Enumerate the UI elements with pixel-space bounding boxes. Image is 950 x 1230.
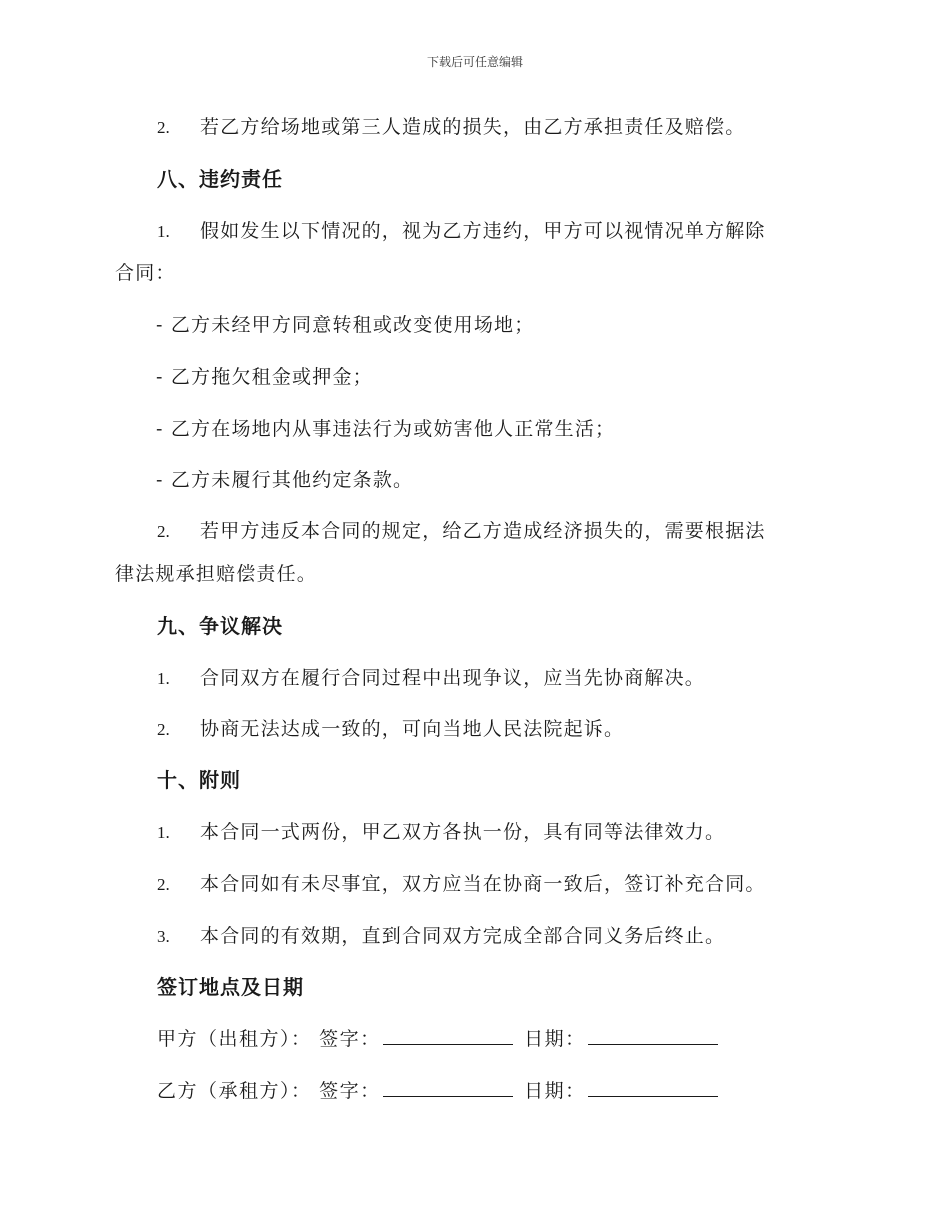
- clause-9-2: [115, 716, 835, 743]
- party-a-signature-field[interactable]: [383, 1026, 513, 1045]
- header-note: 下载后可任意编辑: [426, 55, 523, 69]
- clause-number: 2.: [157, 118, 170, 137]
- clause-number: 1.: [157, 222, 170, 241]
- clause-text: 若乙方给场地或第三人造成的损失，由乙方承担责任及赔偿。: [200, 116, 746, 138]
- sign-label: 签字：: [319, 1080, 381, 1102]
- clause-text: 协商无法达成一致的，可向当地人民法院起诉。: [200, 718, 625, 740]
- clause-text: 本合同如有未尽事宜，双方应当在协商一致后，签订补充合同。: [200, 873, 766, 895]
- party-b-date-field[interactable]: [588, 1078, 718, 1097]
- section-heading-8: 八、违约责任: [157, 167, 283, 191]
- clause-7-2: [115, 114, 835, 141]
- clause-8-2: [115, 518, 835, 545]
- clause-text: 若甲方违反本合同的规定，给乙方造成经济损失的，需要根据法: [200, 520, 766, 542]
- date-label: 日期：: [524, 1080, 586, 1102]
- sign-label: 签字：: [319, 1028, 381, 1050]
- clause-number: 1.: [157, 823, 170, 842]
- party-b-label: 乙方（承租方）：: [157, 1080, 312, 1102]
- clause-text: 假如发生以下情况的，视为乙方违约，甲方可以视情况单方解除: [200, 220, 766, 242]
- party-b-signature-field[interactable]: [383, 1078, 513, 1097]
- clause-number: 2.: [157, 875, 170, 894]
- clause-10-3: [115, 923, 835, 950]
- bullet-item: - 乙方拖欠租金或押金；: [156, 366, 373, 388]
- clause-8-1-continuation: 合同：: [115, 262, 176, 284]
- clause-8-2-continuation: 律法规承担赔偿责任。: [115, 563, 318, 585]
- bullet-item: - 乙方在场地内从事违法行为或妨害他人正常生活；: [156, 418, 616, 440]
- clause-8-1: [115, 218, 835, 245]
- section-heading-10: 十、附则: [157, 768, 241, 792]
- clause-number: 1.: [157, 669, 170, 688]
- party-a-label: 甲方（出租方）：: [157, 1028, 312, 1050]
- party-a-date-field[interactable]: [588, 1026, 718, 1045]
- clause-9-1: [115, 665, 835, 692]
- clause-text: 本合同一式两份，甲乙双方各执一份，具有同等法律效力。: [200, 821, 726, 843]
- section-heading-9: 九、争议解决: [157, 614, 283, 638]
- bullet-item: - 乙方未履行其他约定条款。: [156, 469, 414, 491]
- clause-text: 合同双方在履行合同过程中出现争议，应当先协商解决。: [200, 667, 706, 689]
- bullet-item: - 乙方未经甲方同意转租或改变使用场地；: [156, 314, 535, 336]
- clause-10-1: [115, 819, 835, 846]
- clause-10-2: [115, 871, 835, 898]
- clause-text: 本合同的有效期，直到合同双方完成全部合同义务后终止。: [200, 925, 726, 947]
- date-label: 日期：: [524, 1028, 586, 1050]
- signing-heading: 签订地点及日期: [157, 975, 304, 999]
- clause-number: 2.: [157, 522, 170, 541]
- clause-number: 3.: [157, 927, 170, 946]
- clause-number: 2.: [157, 720, 170, 739]
- party-b-sign-row: [157, 1078, 722, 1104]
- party-a-sign-row: [157, 1026, 722, 1052]
